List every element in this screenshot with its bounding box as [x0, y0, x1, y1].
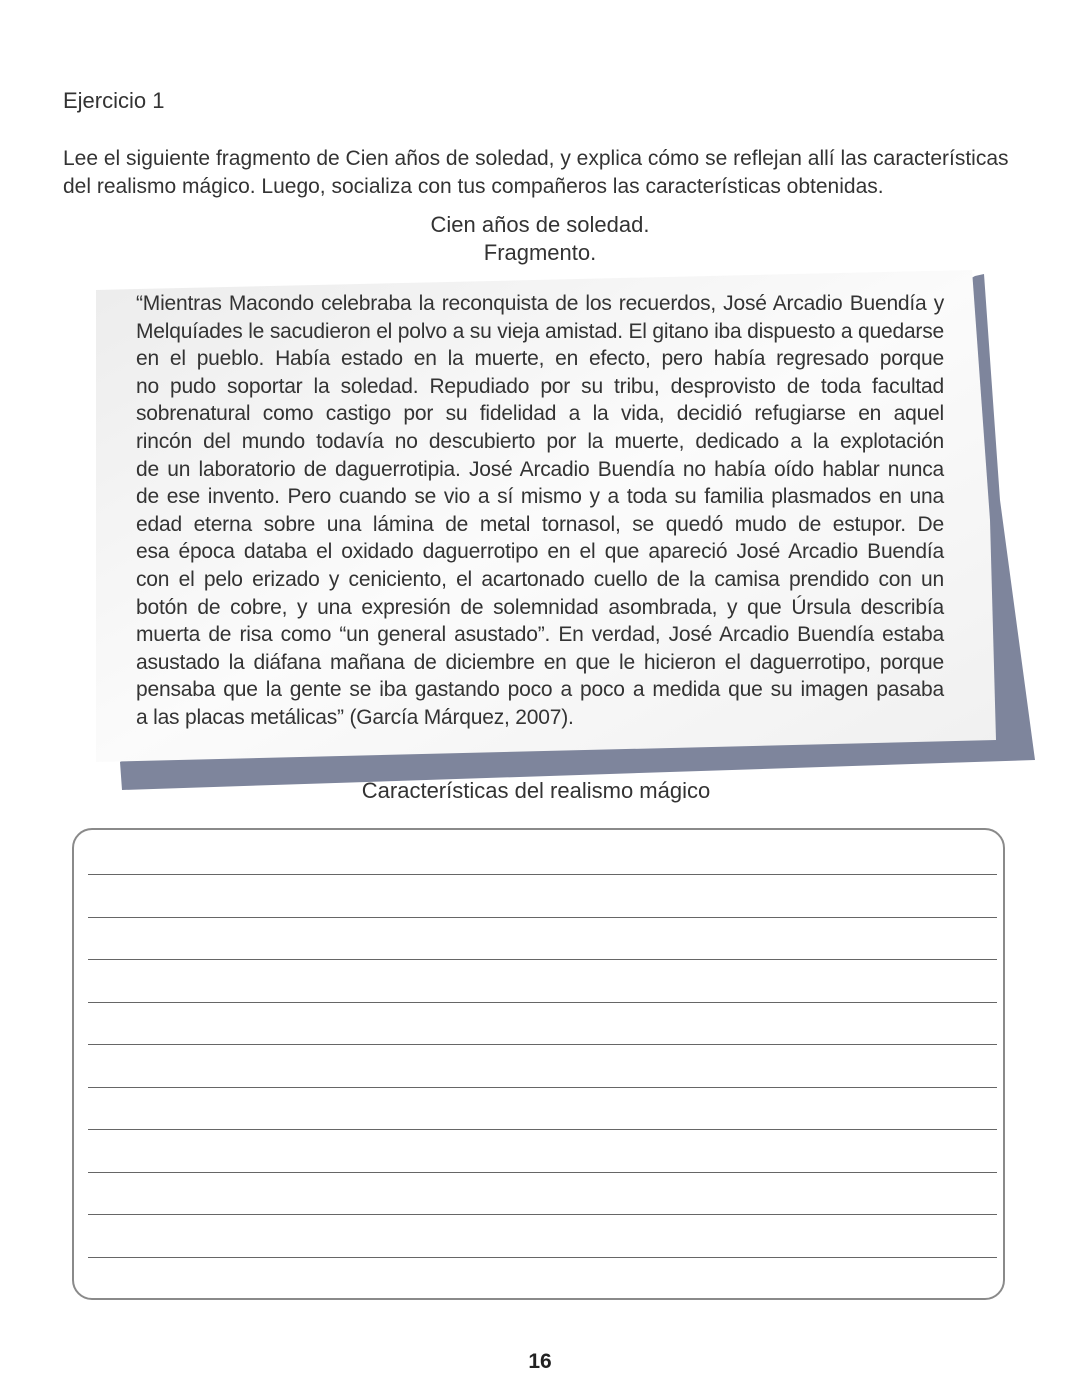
quote-line: “Mientras Macondo celebraba la reconquista de los recuerdos, José Arcadio Buendía y — [136, 292, 944, 315]
answer-box[interactable] — [72, 828, 1005, 1300]
exercise-title: Ejercicio 1 — [63, 88, 165, 113]
quote-line: sobrenatural como castigo por su fidelidad a la vida, decidió refugiarse en aquel — [136, 402, 944, 426]
page-number: 16 — [528, 1350, 552, 1373]
characteristics-title: Características del realismo mágico — [361, 778, 711, 803]
quote-line: de ese invento. Pero cuando se vio a sí mismo y a toda su familia plasmados en una — [136, 485, 944, 509]
quote-line: no pudo soportar la soledad. Repudiado por su tribu, desprovisto de toda facultad — [136, 374, 944, 398]
answer-line — [88, 1129, 997, 1130]
quote-line: rincón del mundo todavía no descubierto por la muerte, dedicado a la explotación — [136, 429, 944, 453]
quote-line: esa época databa el oxidado daguerrotipo en el que apareció José Arcadio Buendía — [136, 540, 944, 564]
quote-line: botón de cobre, y una expresión de solemnidad asombrada, y que Úrsula describía — [136, 595, 944, 619]
answer-line — [88, 1002, 997, 1003]
answer-line — [88, 1087, 997, 1088]
quote-line: edad eterna sobre una lámina de metal tornasol, se quedó mudo de estupor. De — [136, 512, 944, 536]
quote-line: con el pelo erizado y ceniciento, el acartonado cuello de la camisa prendido con un — [136, 567, 944, 591]
answer-line — [88, 1214, 997, 1215]
quote-line: Melquíades le sacudieron el polvo a su vieja amistad. El gitano iba dispuesto a quedarse — [136, 319, 944, 343]
quote-line: a las placas metálicas” (García Márquez, 2007). — [136, 705, 574, 729]
quote-text — [136, 290, 944, 732]
answer-line — [88, 917, 997, 918]
instructions: Lee el siguiente fragmento de Cien años de soledad, y explica cómo se reflejan allí las características del realismo mágico. Luego, socializa con tus compañeros las características obtenidas. — [63, 147, 1009, 198]
quote-line: pensaba que la gente se iba gastando poco a poco a medida que su imagen pasaba — [136, 678, 944, 702]
answer-line — [88, 959, 997, 960]
answer-line — [88, 1257, 997, 1258]
quote-line: de un laboratorio de daguerrotipia. José Arcadio Buendía no había oído hablar nunca — [136, 457, 944, 481]
quote-line: en el pueblo. Había estado en la muerte, en efecto, pero había regresado porque — [136, 347, 944, 371]
answer-line — [88, 1044, 997, 1045]
quote-line: muerta de risa como “un general asustado”. En verdad, José Arcadio Buendía estaba — [136, 623, 944, 647]
answer-line — [88, 874, 997, 875]
quote-line: asustado la diáfana mañana de diciembre en que le hicieron el daguerrotipo, porque — [136, 650, 944, 674]
fragment-title: Cien años de soledad. — [430, 212, 650, 237]
answer-line — [88, 1172, 997, 1173]
fragment-subtitle: Fragmento. — [483, 240, 597, 265]
